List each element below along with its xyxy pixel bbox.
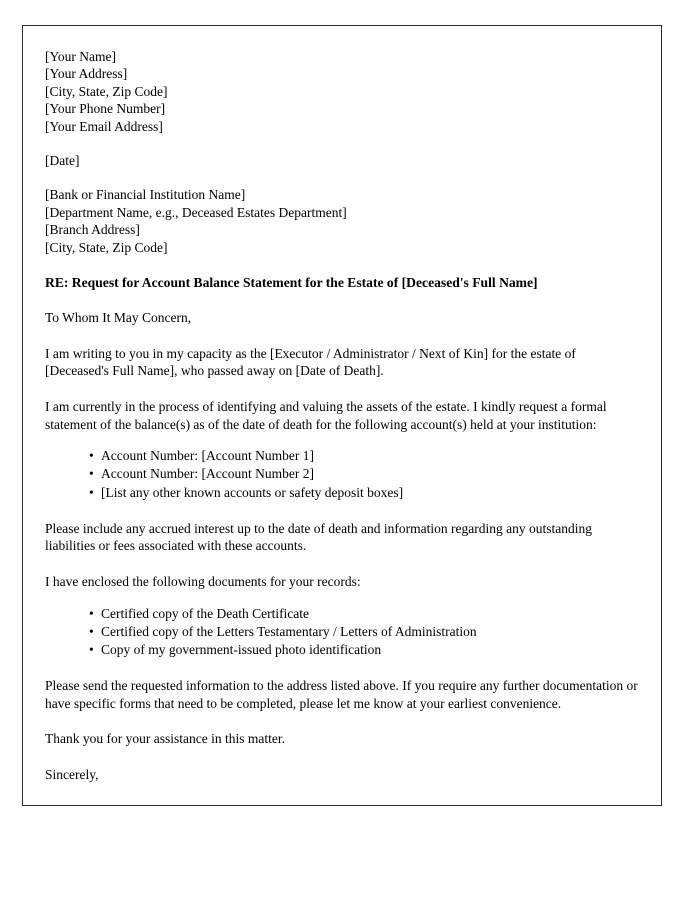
list-item: • Certified copy of the Death Certificate [90,605,643,623]
list-item: • Account Number: [Account Number 1] [90,447,643,465]
sender-address-line: [City, State, Zip Code] [45,83,168,99]
paragraph-2: I am currently in the process of identifying and valuing the assets of the estate. I kindly request a formal statement of the balance(s) as of the date of death for the following account(s) held at your institution: [45,399,607,432]
paragraph-5: Please send the requested information to the address listed above. If you require any further documentation or have specific forms that need to be completed, please let me know at your earliest convenience. [45,678,638,711]
recipient-address-line: [City, State, Zip Code] [45,239,168,255]
list-item: • Certified copy of the Letters Testamentary / Letters of Administration [90,623,643,641]
sender-address-block [45,48,643,135]
letter-body [45,48,643,783]
paragraph-1: I am writing to you in my capacity as the [Executor / Administrator / Next of Kin] for the estate of [Deceased's Full Name], who passed away on [Date of Death]. [45,345,576,379]
sender-address-line: [Your Address] [45,66,128,82]
subject-line: RE: Request for Account Balance Statement for the Estate of [Deceased's Full Name] [45,275,538,291]
spacer [45,135,643,152]
paragraph-6: Thank you for your assistance in this matter. [45,731,285,747]
date-block [45,152,643,169]
recipient-address-line: [Bank or Financial Institution Name] [45,187,246,203]
paragraph-3: Please include any accrued interest up to the date of death and information regarding any outstanding liabilities or fees associated with these accounts. [45,520,592,554]
list-item: • Account Number: [Account Number 2] [90,465,643,483]
paragraph-4: I have enclosed the following documents for your records: [45,574,361,590]
sender-address-line: [Your Email Address] [45,118,163,134]
list-item: • Copy of my government-issued photo identification [90,641,643,659]
salutation: To Whom It May Concern, [45,310,192,326]
recipient-address-block [45,186,643,256]
sender-address-line: [Your Name] [45,49,116,64]
recipient-address-line: [Department Name, e.g., Deceased Estates Department] [45,204,347,220]
list-item: • [List any other known accounts or safety deposit boxes] [90,484,643,502]
date-line: [Date] [45,153,80,169]
closing-line: Sincerely, [45,767,99,783]
sender-address-line: [Your Phone Number] [45,101,166,117]
document-page [22,25,662,806]
spacer [45,169,643,186]
recipient-address-line: [Branch Address] [45,222,140,238]
enclosed-documents-list [45,605,643,660]
accounts-list [45,447,643,502]
